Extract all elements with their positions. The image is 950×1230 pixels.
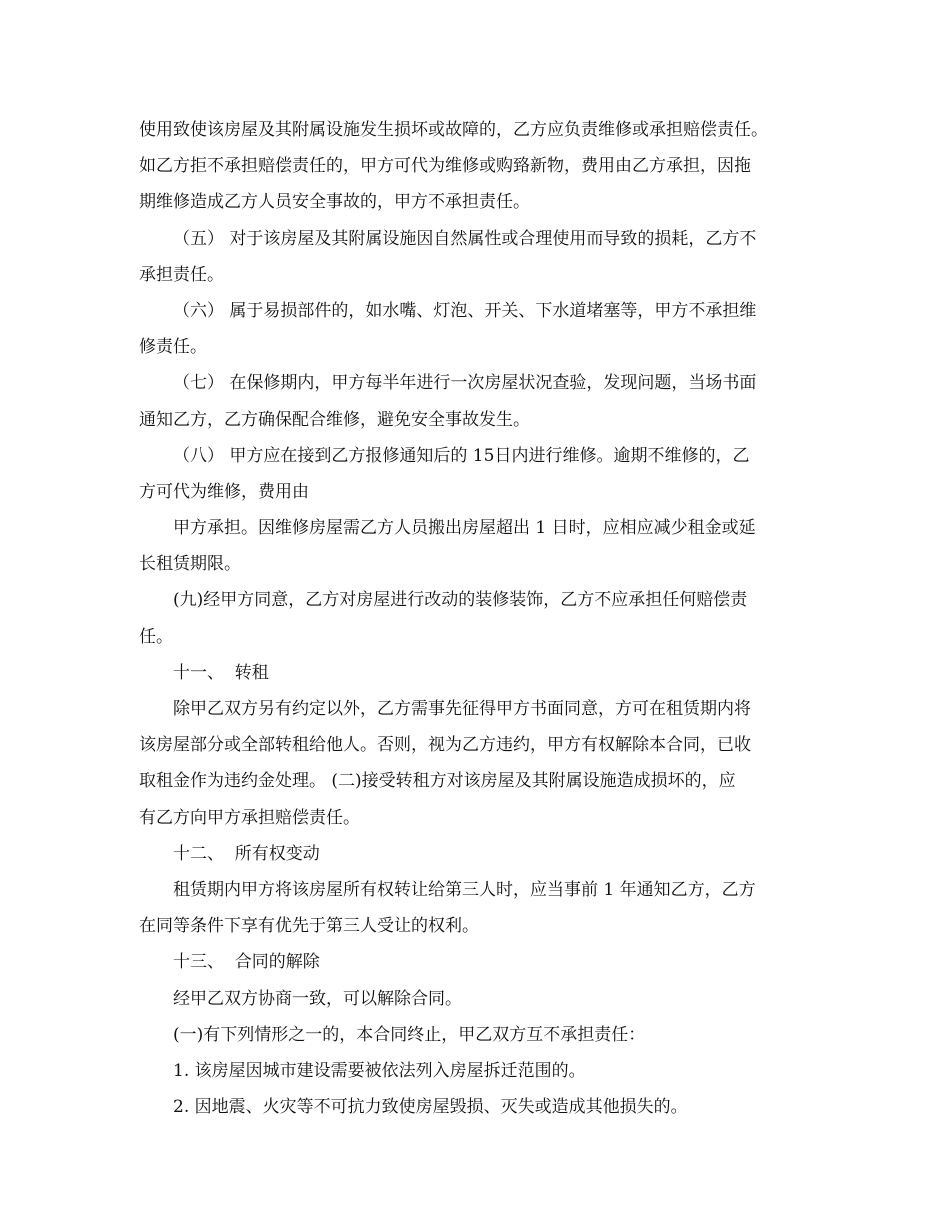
text-line: 1. 该房屋因城市建设需要被依法列入房屋拆迁范围的。 xyxy=(173,1060,586,1081)
text-line: 承担责任。 xyxy=(139,264,224,285)
text-line: 修责任。 xyxy=(139,337,207,358)
text-line: 使用致使该房屋及其附属设施发生损坏或故障的，乙方应负责维修或承担赔偿责任。 xyxy=(139,120,768,140)
text-line: 租赁期内甲方将该房屋所有权转让给第三人时，应当事前 1 年通知乙方，乙方 xyxy=(173,879,756,900)
text-line: （八） 甲方应在接到乙方报修通知后的 15日内进行维修。逾期不维修的，乙 xyxy=(173,445,750,466)
text-line: 甲方承担。因维修房屋需乙方人员搬出房屋超出 1 日时，应相应减少租金或延 xyxy=(173,518,756,539)
text-line: (一)有下列情形之一的，本合同终止，甲乙双方互不承担责任： xyxy=(173,1024,646,1045)
text-line: 除甲乙双方另有约定以外，乙方需事先征得甲方书面同意，方可在租赁期内将 xyxy=(173,699,751,719)
text-line: （七） 在保修期内，甲方每半年进行一次房屋状况查验，发现问题，当场书面 xyxy=(173,373,757,394)
text-line: 如乙方拒不承担赔偿责任的，甲方可代为维修或购臵新物，费用由乙方承担，因拖 xyxy=(139,156,751,177)
text-line: 在同等条件下享有优先于第三人受让的权利。 xyxy=(139,916,479,937)
text-line: 十一、 转租 xyxy=(173,662,269,683)
text-line: 2. 因地震、火灾等不可抗力致使房屋毁损、灭失或造成其他损失的。 xyxy=(173,1097,688,1118)
text-line: 长租赁期限。 xyxy=(139,554,241,575)
document-body xyxy=(139,112,819,1125)
text-line: 十三、 合同的解除 xyxy=(173,952,320,973)
text-line: 任。 xyxy=(139,626,173,647)
text-line: 有乙方向甲方承担赔偿责任。 xyxy=(139,807,360,828)
text-line: 十二、 所有权变动 xyxy=(173,843,320,864)
text-line: 经甲乙双方协商一致，可以解除合同。 xyxy=(173,988,462,1009)
text-line: 方可代为维修，费用由 xyxy=(139,481,309,502)
text-line: (九)经甲方同意，乙方对房屋进行改动的装修装饰，乙方不应承担任何赔偿责 xyxy=(173,590,748,611)
text-line: 该房屋部分或全部转租给他人。否则，视为乙方违约，甲方有权解除本合同，已收 xyxy=(139,735,751,756)
text-line: 取租金作为违约金处理。 (二)接受转租方对该房屋及其附属设施造成损坏的，应 xyxy=(139,771,736,792)
text-line: （五） 对于该房屋及其附属设施因自然属性或合理使用而导致的损耗，乙方不 xyxy=(173,228,757,249)
text-line: 期维修造成乙方人员安全事故的，甲方不承担责任。 xyxy=(139,192,530,213)
text-line: 通知乙方，乙方确保配合维修，避免安全事故发生。 xyxy=(139,409,530,430)
text-line: （六） 属于易损部件的，如水嘴、灯泡、开关、下水道堵塞等，甲方不承担维 xyxy=(173,300,757,321)
